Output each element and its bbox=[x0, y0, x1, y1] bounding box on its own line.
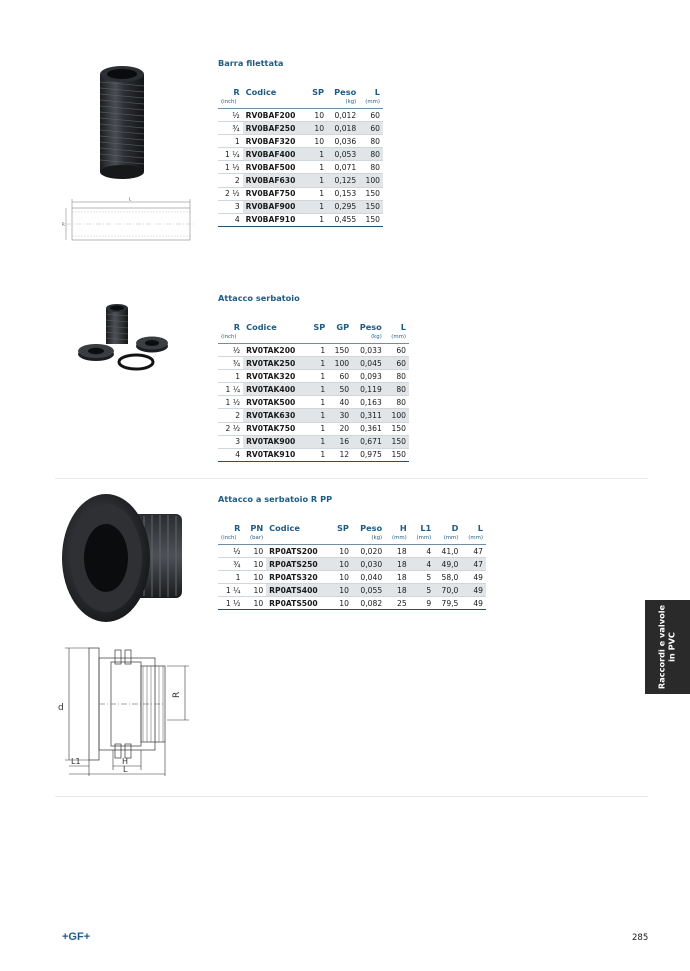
table-cell: 150 bbox=[359, 187, 383, 200]
table-cell: 1 bbox=[307, 344, 328, 357]
table-cell: 1 bbox=[307, 396, 328, 409]
section-title-attacco-serbatoio-rpp: Attacco a serbatoio R PP bbox=[218, 494, 333, 504]
table-cell: 4 bbox=[410, 545, 435, 558]
table-cell: 10 bbox=[331, 597, 352, 610]
table-cell: 16 bbox=[328, 435, 352, 448]
fitting-r-label: R bbox=[172, 691, 182, 698]
column-unit bbox=[243, 333, 307, 344]
table-cell: 0,045 bbox=[352, 357, 385, 370]
table-cell: 0,311 bbox=[352, 409, 385, 422]
column-unit: (mm) bbox=[461, 534, 486, 545]
table-cell: 80 bbox=[385, 383, 409, 396]
section-divider-bottom bbox=[55, 796, 648, 797]
table-row bbox=[218, 109, 383, 122]
table-cell: 150 bbox=[359, 200, 383, 213]
table-cell: 10 bbox=[307, 122, 328, 135]
bar-diameter-label: R bbox=[62, 222, 65, 227]
chapter-tab-line1: Raccordi e valvole bbox=[656, 604, 667, 690]
threaded-bar-photo bbox=[88, 60, 158, 182]
table-cell: RP0ATS200 bbox=[266, 545, 331, 558]
column-header: Peso bbox=[359, 322, 382, 332]
table-cell: 100 bbox=[328, 357, 352, 370]
table-cell: 18 bbox=[385, 545, 410, 558]
table-cell: 0,020 bbox=[352, 545, 385, 558]
table-attacco-serbatoio bbox=[218, 319, 409, 462]
table-cell: 18 bbox=[385, 558, 410, 571]
table-cell: 0,153 bbox=[327, 187, 359, 200]
table-cell: 0,040 bbox=[352, 571, 385, 584]
table-cell: 40 bbox=[328, 396, 352, 409]
fitting-h-label: H bbox=[122, 757, 129, 766]
table-cell: 25 bbox=[385, 597, 410, 610]
column-unit: (mm) bbox=[410, 534, 435, 545]
table-cell: 150 bbox=[328, 344, 352, 357]
pp-tank-connector-drawing bbox=[55, 640, 195, 780]
table-cell: 10 bbox=[331, 558, 352, 571]
table-row bbox=[218, 122, 383, 135]
table-cell: 1 ½ bbox=[218, 597, 243, 610]
column-unit: (bar) bbox=[243, 534, 266, 545]
table-cell: ¾ bbox=[218, 122, 243, 135]
table-cell: 0,295 bbox=[327, 200, 359, 213]
table-cell: 4 bbox=[218, 213, 243, 226]
table-cell: 100 bbox=[359, 174, 383, 187]
table-row bbox=[218, 584, 486, 597]
table-cell: RP0ATS250 bbox=[266, 558, 331, 571]
column-header: Peso bbox=[360, 523, 383, 533]
column-header: D bbox=[451, 523, 459, 533]
table-cell: RV0BAF200 bbox=[243, 109, 307, 122]
table-cell: 0,055 bbox=[352, 584, 385, 597]
table-row bbox=[218, 344, 409, 357]
table-cell: 0,018 bbox=[327, 122, 359, 135]
column-header: L bbox=[477, 523, 483, 533]
table-row bbox=[218, 558, 486, 571]
column-unit bbox=[266, 534, 331, 545]
fitting-d-label: d bbox=[58, 703, 64, 713]
threaded-bar-drawing bbox=[58, 196, 198, 248]
table-cell: 49 bbox=[461, 571, 486, 584]
table-cell: ¾ bbox=[218, 558, 243, 571]
table-cell: 100 bbox=[385, 409, 409, 422]
column-unit: (kg) bbox=[327, 98, 359, 109]
table-cell: 1 bbox=[307, 357, 328, 370]
table-row bbox=[218, 200, 383, 213]
column-unit: (inch) bbox=[218, 333, 243, 344]
table-cell: 1 bbox=[307, 161, 328, 174]
column-unit bbox=[307, 333, 328, 344]
table-cell: ½ bbox=[218, 545, 243, 558]
table-cell: 1 bbox=[307, 370, 328, 383]
table-cell: 2 ½ bbox=[218, 422, 243, 435]
table-cell: RP0ATS320 bbox=[266, 571, 331, 584]
table-cell: 1 bbox=[218, 135, 243, 148]
table-cell: 1 ½ bbox=[218, 161, 243, 174]
table-cell: 9 bbox=[410, 597, 435, 610]
table-row bbox=[218, 148, 383, 161]
column-header: L bbox=[400, 322, 406, 332]
table-cell: 0,671 bbox=[352, 435, 385, 448]
table-cell: 0,053 bbox=[327, 148, 359, 161]
table-cell: 58,0 bbox=[434, 571, 461, 584]
page-number: 285 bbox=[632, 933, 649, 943]
chapter-side-tab bbox=[645, 600, 690, 694]
column-unit: (mm) bbox=[385, 333, 409, 344]
column-header: Codice bbox=[246, 322, 277, 332]
bar-length-label: L bbox=[129, 196, 132, 202]
table-cell: 2 bbox=[218, 174, 243, 187]
table-cell: 41,0 bbox=[434, 545, 461, 558]
table-cell: 18 bbox=[385, 571, 410, 584]
table-cell: 10 bbox=[243, 571, 266, 584]
table-cell: RV0BAF750 bbox=[243, 187, 307, 200]
table-cell: 0,125 bbox=[327, 174, 359, 187]
table-cell: 30 bbox=[328, 409, 352, 422]
table-cell: 80 bbox=[359, 148, 383, 161]
table-cell: 49,0 bbox=[434, 558, 461, 571]
table-cell: 150 bbox=[385, 435, 409, 448]
table-cell: 80 bbox=[385, 370, 409, 383]
table-cell: 1 bbox=[307, 383, 328, 396]
table-cell: 70,0 bbox=[434, 584, 461, 597]
table-cell: 47 bbox=[461, 558, 486, 571]
table-cell: 12 bbox=[328, 448, 352, 461]
table-cell: 0,119 bbox=[352, 383, 385, 396]
table-cell: 18 bbox=[385, 584, 410, 597]
table-cell: 5 bbox=[410, 571, 435, 584]
column-header: H bbox=[399, 523, 407, 533]
table-row bbox=[218, 135, 383, 148]
table-cell: 1 bbox=[307, 213, 328, 226]
column-unit: (mm) bbox=[359, 98, 383, 109]
table-cell: 150 bbox=[385, 422, 409, 435]
table-cell: 10 bbox=[243, 597, 266, 610]
section-title-attacco-serbatoio: Attacco serbatoio bbox=[218, 293, 300, 303]
table-cell: RV0BAF250 bbox=[243, 122, 307, 135]
table-row bbox=[218, 409, 409, 422]
table-cell: RV0TAK910 bbox=[243, 448, 307, 461]
table-cell: 1 bbox=[307, 148, 328, 161]
pp-tank-connector-photo bbox=[60, 488, 188, 630]
table-cell: 10 bbox=[243, 584, 266, 597]
table-cell: 4 bbox=[218, 448, 243, 461]
table-cell: 0,036 bbox=[327, 135, 359, 148]
table-cell: 1 bbox=[307, 187, 328, 200]
column-header: Peso bbox=[334, 87, 357, 97]
table-cell: 60 bbox=[359, 122, 383, 135]
table-cell: 50 bbox=[328, 383, 352, 396]
table-cell: 0,012 bbox=[327, 109, 359, 122]
table-row bbox=[218, 571, 486, 584]
table-cell: 0,071 bbox=[327, 161, 359, 174]
table-cell: 47 bbox=[461, 545, 486, 558]
section-title-barra-filettata: Barra filettata bbox=[218, 58, 284, 68]
table-cell: 1 bbox=[307, 200, 328, 213]
table-cell: RV0TAK250 bbox=[243, 357, 307, 370]
column-header: SP bbox=[312, 87, 325, 97]
table-cell: 0,361 bbox=[352, 422, 385, 435]
column-header: GP bbox=[336, 322, 350, 332]
table-cell: 10 bbox=[243, 558, 266, 571]
table-cell: RV0TAK500 bbox=[243, 396, 307, 409]
table-cell: 1 bbox=[218, 571, 243, 584]
table-cell: 80 bbox=[359, 161, 383, 174]
table-cell: 0,975 bbox=[352, 448, 385, 461]
table-row bbox=[218, 161, 383, 174]
table-cell: 60 bbox=[328, 370, 352, 383]
table-cell: 10 bbox=[331, 545, 352, 558]
table-cell: 10 bbox=[243, 545, 266, 558]
table-cell: 49 bbox=[461, 584, 486, 597]
table-cell: RV0TAK400 bbox=[243, 383, 307, 396]
table-attacco-serbatoio-rpp bbox=[218, 520, 486, 610]
table-row bbox=[218, 448, 409, 461]
table-cell: RV0BAF910 bbox=[243, 213, 307, 226]
table-row bbox=[218, 213, 383, 226]
table-cell: 0,455 bbox=[327, 213, 359, 226]
table-row bbox=[218, 422, 409, 435]
table-cell: 2 ½ bbox=[218, 187, 243, 200]
table-cell: RV0BAF900 bbox=[243, 200, 307, 213]
table-cell: 10 bbox=[331, 571, 352, 584]
gf-logo: +GF+ bbox=[62, 931, 91, 943]
table-cell: 1 ¼ bbox=[218, 584, 243, 597]
table-cell: RV0TAK200 bbox=[243, 344, 307, 357]
table-row bbox=[218, 357, 409, 370]
table-cell: 1 bbox=[307, 409, 328, 422]
table-row bbox=[218, 545, 486, 558]
table-cell: ½ bbox=[218, 344, 243, 357]
table-cell: 0,093 bbox=[352, 370, 385, 383]
table-cell: ½ bbox=[218, 109, 243, 122]
table-cell: 0,082 bbox=[352, 597, 385, 610]
table-cell: 10 bbox=[307, 135, 328, 148]
table-cell: 60 bbox=[385, 344, 409, 357]
section-divider bbox=[55, 478, 648, 479]
table-cell: 1 bbox=[218, 370, 243, 383]
table-row bbox=[218, 383, 409, 396]
table-cell: 80 bbox=[385, 396, 409, 409]
column-header: PN bbox=[250, 523, 264, 533]
table-cell: 10 bbox=[331, 584, 352, 597]
table-cell: 1 bbox=[307, 174, 328, 187]
column-header: SP bbox=[313, 322, 326, 332]
table-cell: 60 bbox=[359, 109, 383, 122]
table-cell: RP0ATS500 bbox=[266, 597, 331, 610]
table-cell: 10 bbox=[307, 109, 328, 122]
table-cell: 1 ¼ bbox=[218, 383, 243, 396]
table-cell: RV0BAF630 bbox=[243, 174, 307, 187]
table-cell: RV0TAK900 bbox=[243, 435, 307, 448]
table-cell: RV0BAF500 bbox=[243, 161, 307, 174]
table-cell: 3 bbox=[218, 435, 243, 448]
table-cell: 3 bbox=[218, 200, 243, 213]
column-header: R bbox=[233, 87, 240, 97]
table-row bbox=[218, 370, 409, 383]
fitting-l1-label: L1 bbox=[71, 757, 81, 766]
table-cell: ¾ bbox=[218, 357, 243, 370]
table-cell: 49 bbox=[461, 597, 486, 610]
table-cell: 0,030 bbox=[352, 558, 385, 571]
table-cell: 1 ¼ bbox=[218, 148, 243, 161]
table-cell: RV0BAF400 bbox=[243, 148, 307, 161]
chapter-tab-line2: in PVC bbox=[666, 632, 676, 662]
column-header: L bbox=[374, 87, 380, 97]
table-cell: 150 bbox=[385, 448, 409, 461]
column-header: R bbox=[234, 523, 241, 533]
tank-connector-photo bbox=[74, 298, 179, 374]
table-cell: 2 bbox=[218, 409, 243, 422]
table-cell: 150 bbox=[359, 213, 383, 226]
table-cell: RP0ATS400 bbox=[266, 584, 331, 597]
table-cell: RV0BAF320 bbox=[243, 135, 307, 148]
table-row bbox=[218, 396, 409, 409]
table-cell: 60 bbox=[385, 357, 409, 370]
table-cell: RV0TAK630 bbox=[243, 409, 307, 422]
table-cell: 4 bbox=[410, 558, 435, 571]
column-unit bbox=[243, 98, 307, 109]
column-unit: (kg) bbox=[352, 534, 385, 545]
column-unit: (inch) bbox=[218, 534, 243, 545]
column-unit: (kg) bbox=[352, 333, 385, 344]
column-header: L1 bbox=[420, 523, 432, 533]
column-header: SP bbox=[337, 523, 349, 533]
table-cell: RV0TAK320 bbox=[243, 370, 307, 383]
table-row bbox=[218, 435, 409, 448]
table-cell: 1 bbox=[307, 435, 328, 448]
column-header: R bbox=[233, 322, 241, 332]
table-row bbox=[218, 187, 383, 200]
table-cell: 1 bbox=[307, 422, 328, 435]
table-cell: 20 bbox=[328, 422, 352, 435]
chapter-side-tab-label bbox=[658, 605, 677, 689]
column-header: Codice bbox=[245, 87, 277, 97]
table-cell: 0,163 bbox=[352, 396, 385, 409]
table-cell: 1 ½ bbox=[218, 396, 243, 409]
column-unit bbox=[307, 98, 328, 109]
table-cell: 5 bbox=[410, 584, 435, 597]
table-row bbox=[218, 597, 486, 610]
table-cell: 79,5 bbox=[434, 597, 461, 610]
column-header: Codice bbox=[269, 523, 300, 533]
column-unit bbox=[328, 333, 352, 344]
column-unit: (mm) bbox=[434, 534, 461, 545]
table-row bbox=[218, 174, 383, 187]
table-barra-filettata bbox=[218, 84, 383, 227]
fitting-l-label: L bbox=[123, 765, 128, 774]
column-unit: (mm) bbox=[385, 534, 410, 545]
column-unit: (inch) bbox=[218, 98, 243, 109]
table-cell: 1 bbox=[307, 448, 328, 461]
table-cell: 80 bbox=[359, 135, 383, 148]
table-cell: 0,033 bbox=[352, 344, 385, 357]
table-cell: RV0TAK750 bbox=[243, 422, 307, 435]
column-unit bbox=[331, 534, 352, 545]
